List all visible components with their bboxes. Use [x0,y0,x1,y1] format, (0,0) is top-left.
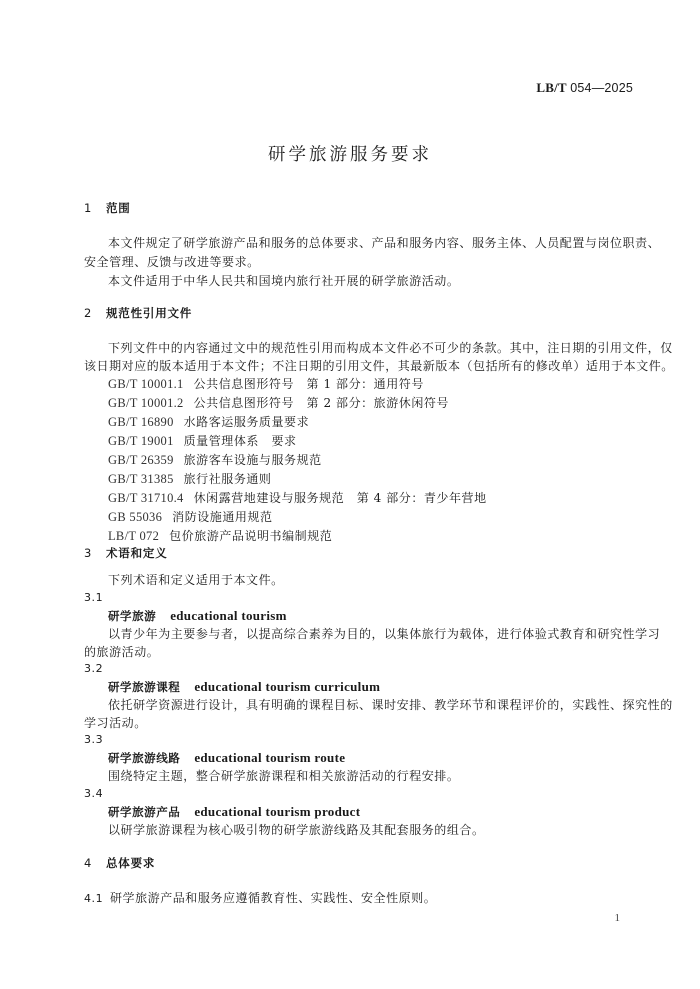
term-heading [108,750,345,766]
section-title: 总体要求 [106,856,156,870]
reference-item [108,490,487,506]
reference-item [108,509,273,525]
section-number: 1 [84,201,93,215]
reference-title: 公共信息图形符号 第 2 部分：旅游休闲符号 [193,396,449,410]
section-heading-1 [84,200,131,216]
paragraph-line: 本文件规定了研学旅游产品和服务的总体要求、产品和服务内容、服务主体、人员配置与岗位职责、 [108,236,661,250]
reference-title: 质量管理体系 要求 [183,434,297,448]
reference-code: LB/T 072 [108,529,160,543]
reference-code: GB/T 10001.1 [108,377,184,391]
reference-item [108,395,449,411]
paragraph-line: 安全管理、反馈与改进等要求。 [84,255,260,269]
reference-code: GB/T 16890 [108,415,174,429]
definition-line: 学习活动。 [84,716,147,730]
clause-number: 4.1 [84,892,104,905]
definition-line: 依托研学资源进行设计，具有明确的课程目标、课时安排、教学环节和课程评价的，实践性、探究性的 [108,698,673,712]
reference-title: 包价旅游产品说明书编制规范 [169,529,333,543]
term-heading [108,608,287,624]
standard-code [536,80,633,96]
reference-item [108,528,332,544]
reference-title: 消防设施通用规范 [172,510,273,524]
section-title: 范围 [106,201,131,215]
section-title: 规范性引用文件 [106,306,193,320]
term-number: 3.2 [84,662,104,675]
reference-code: GB/T 19001 [108,434,174,448]
reference-code: GB/T 31385 [108,472,174,486]
paragraph-line: 下列术语和定义适用于本文件。 [108,573,284,587]
section-heading-3 [84,545,168,561]
reference-title: 休闲露营地建设与服务规范 第 4 部分：青少年营地 [193,491,487,505]
term-en: educational tourism [170,608,287,623]
page-number: 1 [614,912,620,924]
term-zh: 研学旅游课程 [108,680,181,694]
term-zh: 研学旅游产品 [108,805,181,819]
standard-number: 054—2025 [570,81,633,95]
reference-item [108,414,309,430]
term-number: 3.1 [84,591,104,604]
paragraph-line: 该日期对应的版本适用于本文件；不注日期的引用文件，其最新版本（包括所有的修改单）适用于本文件。 [84,359,674,373]
term-heading [108,804,360,820]
clause-text: 研学旅游产品和服务应遵循教育性、实践性、安全性原则。 [110,891,437,905]
reference-code: GB/T 31710.4 [108,491,184,505]
definition-line: 的旅游活动。 [84,645,160,659]
reference-item [108,433,297,449]
term-en: educational tourism route [194,750,346,765]
reference-code: GB 55036 [108,510,163,524]
standard-prefix: LB/T [536,80,567,95]
term-en: educational tourism product [194,804,361,819]
paragraph-line: 本文件适用于中华人民共和国境内旅行社开展的研学旅游活动。 [108,274,460,288]
term-zh: 研学旅游 [108,609,157,623]
reference-title: 公共信息图形符号 第 1 部分：通用符号 [193,377,424,391]
section-number: 3 [84,546,93,560]
document-title: 研学旅游服务要求 [268,145,432,165]
reference-code: GB/T 10001.2 [108,396,184,410]
reference-item [108,376,424,392]
reference-item [108,471,271,487]
section-heading-4 [84,855,155,871]
section-number: 4 [84,856,93,870]
section-number: 2 [84,306,93,320]
term-number: 3.4 [84,787,104,800]
term-heading [108,679,380,695]
term-number: 3.3 [84,733,104,746]
definition-line: 围绕特定主题，整合研学旅游课程和相关旅游活动的行程安排。 [108,769,460,783]
term-en: educational tourism curriculum [194,679,381,694]
reference-title: 水路客运服务质量要求 [183,415,310,429]
term-zh: 研学旅游线路 [108,751,181,765]
reference-item [108,452,322,468]
clause-4-1 [84,890,436,907]
section-title: 术语和定义 [106,546,168,560]
reference-title: 旅行社服务通则 [183,472,272,486]
paragraph-line: 下列文件中的内容通过文中的规范性引用而构成本文件必不可少的条款。其中，注日期的引用文件，仅 [108,341,673,355]
section-heading-2 [84,305,192,321]
definition-line: 以研学旅游课程为核心吸引物的研学旅游线路及其配套服务的组合。 [108,823,485,837]
reference-title: 旅游客车设施与服务规范 [183,453,322,467]
definition-line: 以青少年为主要参与者，以提高综合素养为目的，以集体旅行为载体，进行体验式教育和研究性学习 [108,627,661,641]
reference-code: GB/T 26359 [108,453,174,467]
